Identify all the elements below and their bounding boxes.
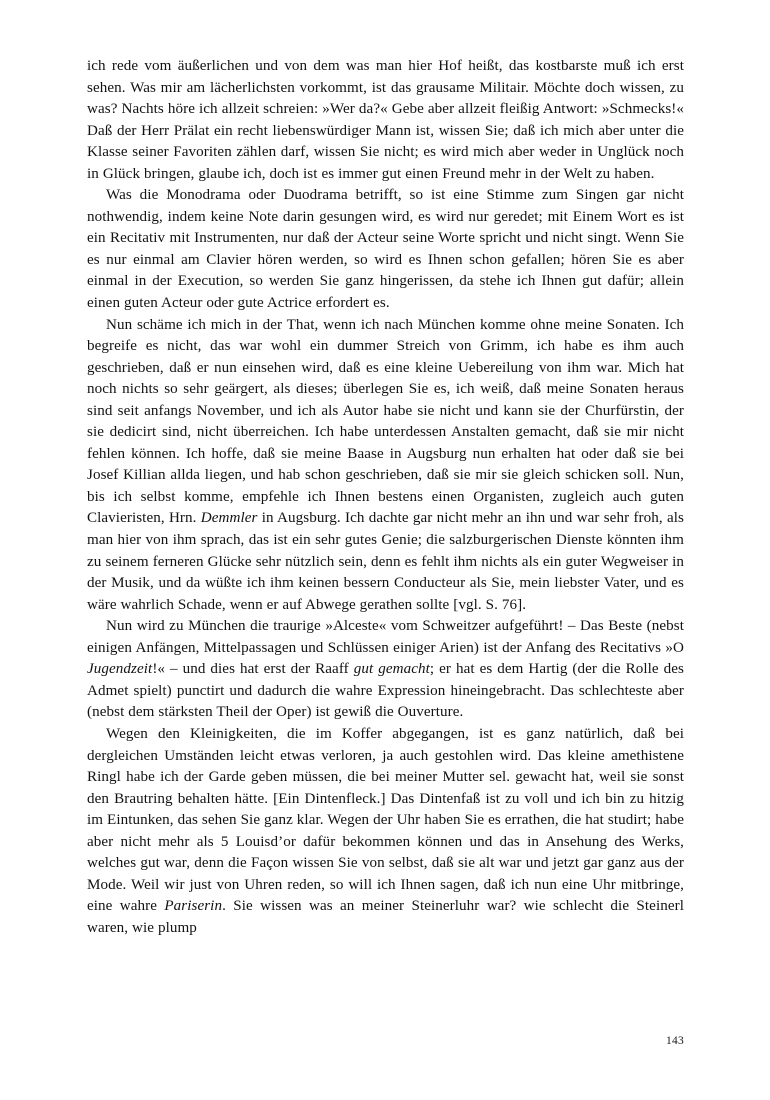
page-number: 143 — [666, 1035, 684, 1047]
italic-text-run: Jugendzeit — [87, 661, 153, 678]
paragraph-4 — [87, 616, 684, 724]
paragraph-2 — [87, 185, 684, 314]
italic-text-run: gut gemacht — [353, 661, 430, 678]
text-run: ich rede vom äußerlichen und von dem was man hier Hof heißt, das kostbarste muß ich erst sehen. Was mir am lächerlichsten vorkommt, ist das grausame Militair. Möchte doch wissen, zu was? Nachts höre ich allzeit schreien: »Wer da?« Gebe aber allzeit fleißig Antwort: »Schmecks!« Daß der Herr Prälat ein recht liebenswürdiger Mann ist, wissen Sie; daß ich mich aber unter die Klasse seiner Favoriten zählen darf, wissen Sie nicht; es wird mich aber weder in Unglück noch in Glück bringen, glaube ich, doch ist es immer gut einen Freund mehr in der Welt zu haben. — [87, 58, 684, 182]
text-run: Wegen den Kleinigkeiten, die im Koffer abgegangen, ist es ganz natürlich, daß bei dergleichen Umständen leicht etwas verloren, ja auch gestohlen wird. Das kleine amethistene Ringl habe ich der Garde geben müssen, die bei meiner Mutter sel. gewacht hat, weil sie sonst den Brautring behalten hätte. [Ein Dintenfleck.] Das Dintenfaß ist zu voll und ich bin zu hitzig im Eintunken, das sehen Sie ganz klar. Wegen der Uhr haben Sie es errathen, die hat studirt; habe aber nicht mehr als 5 Louisd’or dafür bekommen können und das in Ansehung des Werks, welches gut war, denn die Façon wissen Sie von selbst, daß sie alt war und jetzt gar ganz aus der Mode. Weil wir just von Uhren reden, so will ich Ihnen sagen, daß ich nun eine Uhr mitbringe, eine wahre — [87, 725, 684, 915]
text-run: in Augsburg. Ich dachte gar nicht mehr an ihn und war sehr froh, als man hier von ihm sprach, das ist ein sehr gutes Genie; die salzburgerischen Dienste könnten ihm zu seinem ferneren Glücke sehr nützlich sein, denn es fehlt ihm nichts als ein guter Wegweiser in der Musik, und da wüßte ich ihm keinen bessern Conducteur als Sie, mein liebster Vater, und es wäre wahrlich Schade, wenn er auf Abwege gerathen sollte [vgl. S. 76]. — [87, 510, 684, 613]
text-run: Was die Monodrama oder Duodrama betrifft, so ist eine Stimme zum Singen gar nicht nothwendig, indem keine Note darin gesungen wird, es wird nur geredet; mit Einem Wort es ist ein Recitativ mit Instrumenten, nur daß der Acteur seine Worte spricht und nicht singt. Wenn Sie es nur einmal am Clavier hören werden, so wird es Ihnen schon gefallen; hören Sie es aber einmal in der Execution, so werden Sie ganz hingerissen, da stehe ich Ihnen gut dafür; allein einen guten Acteur oder gute Actrice erfordert es. — [87, 187, 684, 312]
text-run: Nun schäme ich mich in der That, wenn ich nach München komme ohne meine Sonaten. Ich begreife es nicht, das war wohl ein dummer Streich von Grimm, ich habe es ihm auch geschrieben, daß er nun einsehen wird, daß es eine kleine Uebereilung von ihm war. Mich hat noch nichts so sehr geärgert, als dieses; überlegen Sie es, ich weiß, daß meine Sonaten heraus sind seit anfangs November, und ich als Autor habe sie nicht und kann sie der Churfürstin, der sie dedicirt sind, nicht überreichen. Ich habe unterdessen Anstalten gemacht, daß sie mir nicht fehlen können. Ich hoffe, daß sie meine Baase in Augsburg nun erhalten hat oder daß sie bei Josef Killian allda liegen, und hab schon geschrieben, daß sie mir sie gleich schicken soll. Nun, bis ich selbst komme, empfehle ich Ihnen bestens einen Organisten, zugleich auch guten Clavieristen, Hrn. — [87, 316, 684, 527]
italic-text-run: Demmler — [200, 510, 258, 527]
text-run: !« – und dies hat erst der Raaff — [152, 661, 354, 678]
paragraph-3 — [87, 315, 684, 617]
paragraph-5 — [87, 724, 684, 939]
body-text-block — [87, 56, 684, 939]
text-run: Nun wird zu München die traurige »Alceste« vom Schweitzer aufgeführt! – Das Beste (nebst einigen Anfängen, Mittelpassagen und Schlüssen einiger Arien) ist der Anfang des Recitativs »O — [87, 618, 684, 656]
italic-text-run: Pariserin — [164, 898, 223, 915]
text-run: ; er hat es dem Hartig (der die Rolle des Admet spielt) punctirt und dadurch die wahre Expression hineingebracht. Das schlechteste aber (nebst dem stärksten Theil der Oper) ist gewiß die Ouverture. — [87, 661, 684, 721]
text-run: . Sie wissen was an meiner Steinerluhr war? wie schlecht die Steinerl waren, wie plump — [87, 898, 684, 936]
paragraph-1 — [87, 56, 684, 185]
